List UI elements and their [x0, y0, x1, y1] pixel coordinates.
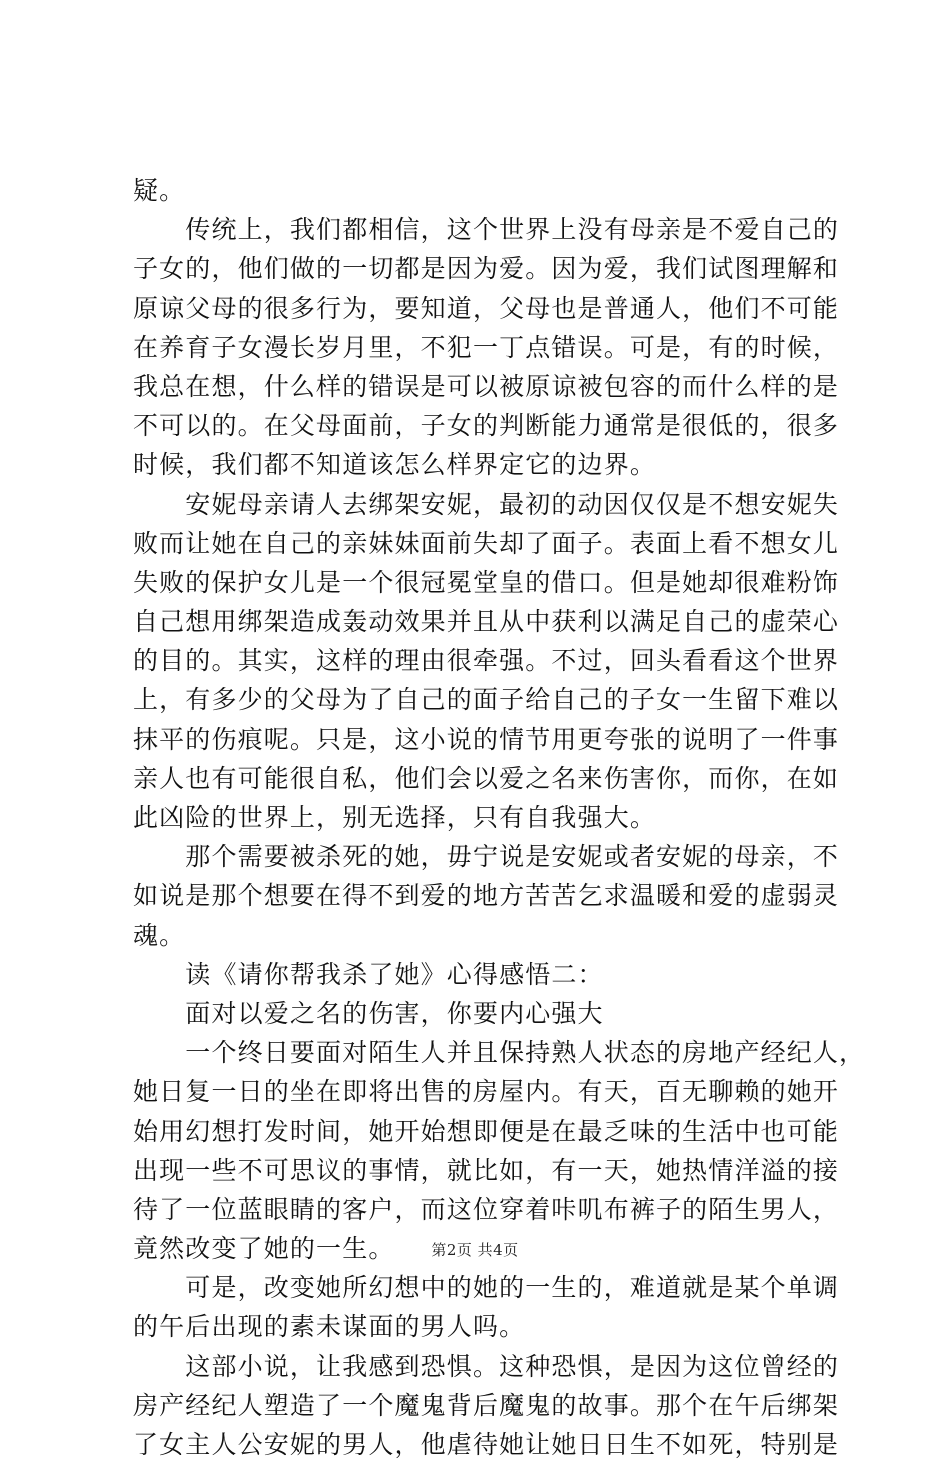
text-line: 败而让她在自己的亲妹妹面前失却了面子。表面上看不想女儿: [133, 528, 840, 558]
text-line: 安妮母亲请人去绑架安妮，最初的动因仅仅是不想安妮失: [133, 489, 840, 519]
text-line: 不可以的。在父母面前，子女的判断能力通常是很低的，很多: [133, 411, 840, 441]
text-line: 此凶险的世界上，别无选择，只有自我强大。: [133, 803, 657, 832]
text-line: 传统上，我们都相信，这个世界上没有母亲是不爱自己的: [133, 215, 840, 245]
text-line: 在养育子女漫长岁月里，不犯一丁点错误。可是，有的时候，: [133, 332, 840, 362]
text-line: 疑。: [133, 176, 186, 205]
text-line: 待了一位蓝眼睛的客户，而这位穿着咔叽布裤子的陌生男人，: [133, 1194, 840, 1224]
text-line: 房产经纪人塑造了一个魔鬼背后魔鬼的故事。那个在午后绑架: [133, 1390, 840, 1420]
text-line: 的午后出现的素未谋面的男人吗。: [133, 1312, 526, 1342]
text-line: 她日复一日的坐在即将出售的房屋内。有天，百无聊赖的她开: [133, 1077, 840, 1107]
text-line: 的目的。其实，这样的理由很牵强。不过，回头看看这个世界: [133, 646, 840, 676]
text-line: 如说是那个想要在得不到爱的地方苦苦乞求温暖和爱的虚弱灵: [133, 881, 840, 911]
text-line: 亲人也有可能很自私，他们会以爱之名来伤害你，而你，在如: [133, 763, 840, 793]
text-line: 上，有多少的父母为了自己的面子给自己的子女一生留下难以: [133, 685, 840, 715]
text-line: 子女的，他们做的一切都是因为爱。因为爱，我们试图理解和: [133, 254, 840, 284]
body-text: [133, 171, 866, 1464]
text-line: 失败的保护女儿是一个很冠冕堂皇的借口。但是她却很难粉饰: [133, 567, 840, 597]
text-line: 一个终日要面对陌生人并且保持熟人状态的房地产经纪人，: [133, 1038, 866, 1068]
text-line: 原谅父母的很多行为，要知道，父母也是普通人，他们不可能: [133, 293, 840, 323]
text-line: 竟然改变了她的一生。: [133, 1234, 395, 1264]
text-line: 抹平的伤痕呢。只是，这小说的情节用更夸张的说明了一件事: [133, 724, 840, 754]
text-line: 了女主人公安妮的男人，他虐待她让她日日生不如死，特别是: [133, 1430, 840, 1459]
text-line: 出现一些不可思议的事情，就比如，有一天，她热情洋溢的接: [133, 1155, 840, 1185]
text-line: 读《请你帮我杀了她》心得感悟二：: [133, 959, 604, 989]
text-line: 这部小说，让我感到恐惧。这种恐惧，是因为这位曾经的: [133, 1351, 840, 1381]
text-line: 面对以爱之名的伤害，你要内心强大: [133, 998, 604, 1028]
text-line: 时候，我们都不知道该怎么样界定它的边界。: [133, 450, 657, 480]
text-line: 那个需要被杀死的她，毋宁说是安妮或者安妮的母亲，不: [133, 842, 840, 872]
text-line: 始用幻想打发时间，她开始想即便是在最乏味的生活中也可能: [133, 1116, 840, 1146]
text-line: 魂。: [133, 920, 186, 950]
text-line: 可是，改变她所幻想中的她的一生的，难道就是某个单调: [133, 1273, 840, 1303]
text-line: 自己想用绑架造成轰动效果并且从中获利以满足自己的虚荣心: [133, 607, 840, 637]
page-footer: 第2页 共4页: [431, 1241, 519, 1259]
text-line: 我总在想，什么样的错误是可以被原谅被包容的而什么样的是: [133, 371, 840, 401]
